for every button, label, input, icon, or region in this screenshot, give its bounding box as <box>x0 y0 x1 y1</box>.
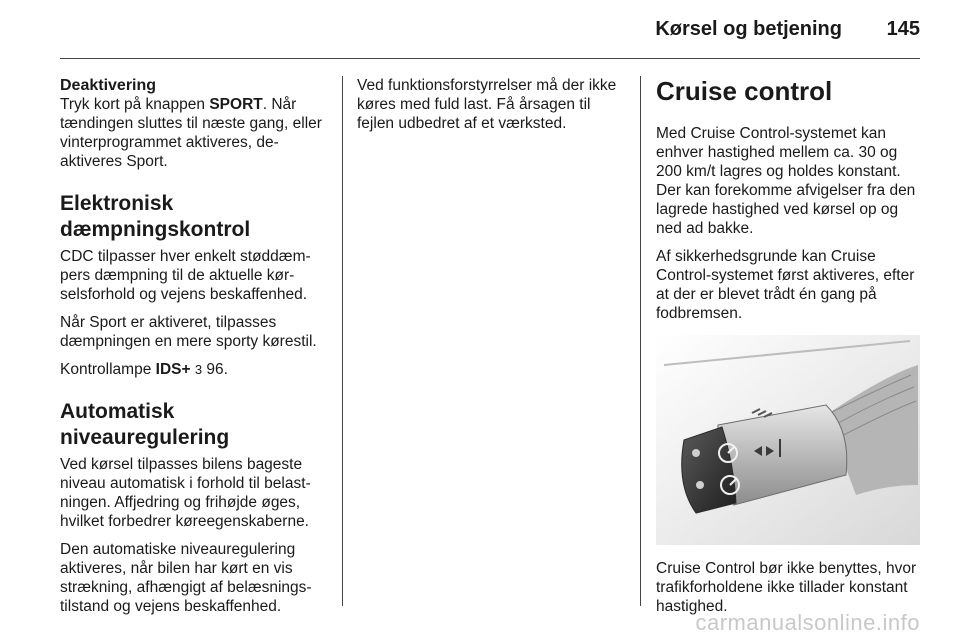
page-header <box>60 0 920 59</box>
cruise-paragraph: Cruise Control bør ikke benyttes, hvor trafikforholdene ikke tillader konstant hastighed. <box>656 560 917 615</box>
column-right <box>656 76 922 625</box>
deactivation-paragraph <box>60 95 328 171</box>
level-paragraph: Ved kørsel tilpasses bilens bageste niveau automatisk i forhold til belastningen. Affjedring og frihøjde øges, hvilket forbedrer køreegenskaberne. <box>60 456 311 530</box>
heading-line: Automatisk <box>60 400 175 423</box>
electronic-damping-heading <box>60 191 328 243</box>
reference-arrow-icon: 3 <box>194 362 203 377</box>
stalk-illustration-svg <box>656 335 920 545</box>
stalk-indicator-dot <box>692 449 700 457</box>
deactivation-text: . Når tændingen sluttes til næste gang, eller vinterprogrammet aktiveres, deaktiveres Sport. <box>60 96 322 170</box>
cruise-paragraph: Af sikkerhedsgrunde kan Cruise Control-systemet først aktiveres, efter at der er blevet trådt én gang på fodbremsen. <box>656 248 915 322</box>
malfunction-paragraph: Ved funktionsforstyrrelser må der ikke køres med fuld last. Få årsagen til fejlen udbedret af et værksted. <box>357 77 617 132</box>
electronic-paragraph: CDC tilpasser hver enkelt støddæmpers dæmpning til de aktuelle kørselsforhold og vejens beskaffenhed. <box>60 248 311 303</box>
heading-line: dæmpningskontrol <box>60 218 251 241</box>
level-paragraph: Den automatiske niveauregulering aktiveres, når bilen har kørt en vis strækning, afhængigt af belæsningstilstand og vejens beskaffenhed. <box>60 541 312 615</box>
lamp-text: Kontrollampe <box>60 361 156 378</box>
column-divider <box>342 76 343 606</box>
ids-label: IDS+ <box>155 361 191 378</box>
page-reference: 96. <box>202 361 228 378</box>
cruise-control-stalk-illustration <box>656 335 920 545</box>
heading-line: niveauregulering <box>60 426 230 449</box>
cruise-control-heading: Cruise control <box>656 76 833 106</box>
column-divider <box>640 76 641 606</box>
level-control-heading <box>60 399 328 451</box>
header-title: Kørsel og betjening <box>655 18 842 40</box>
column-left <box>60 76 328 625</box>
page-number: 145 <box>886 18 920 40</box>
deactivation-text: Tryk kort på knappen <box>60 96 210 113</box>
column-middle <box>357 76 627 142</box>
heading-line: Elektronisk <box>60 192 174 215</box>
sport-button-label: SPORT <box>209 96 263 113</box>
watermark: carmanualsonline.info <box>695 610 920 635</box>
deactivation-heading: Deaktivering <box>60 77 157 94</box>
stalk-indicator-dot <box>696 481 704 489</box>
control-lamp-paragraph <box>60 360 328 379</box>
electronic-paragraph: Når Sport er aktiveret, tilpasses dæmpningen en mere sporty kørestil. <box>60 314 317 350</box>
cruise-paragraph: Med Cruise Control-systemet kan enhver hastighed mellem ca. 30 og 200 km/t lagres og holdes konstant. Der kan forekomme afvigelser fra den lagrede hastighed ved kørsel op og ned ad bakke. <box>656 125 916 237</box>
